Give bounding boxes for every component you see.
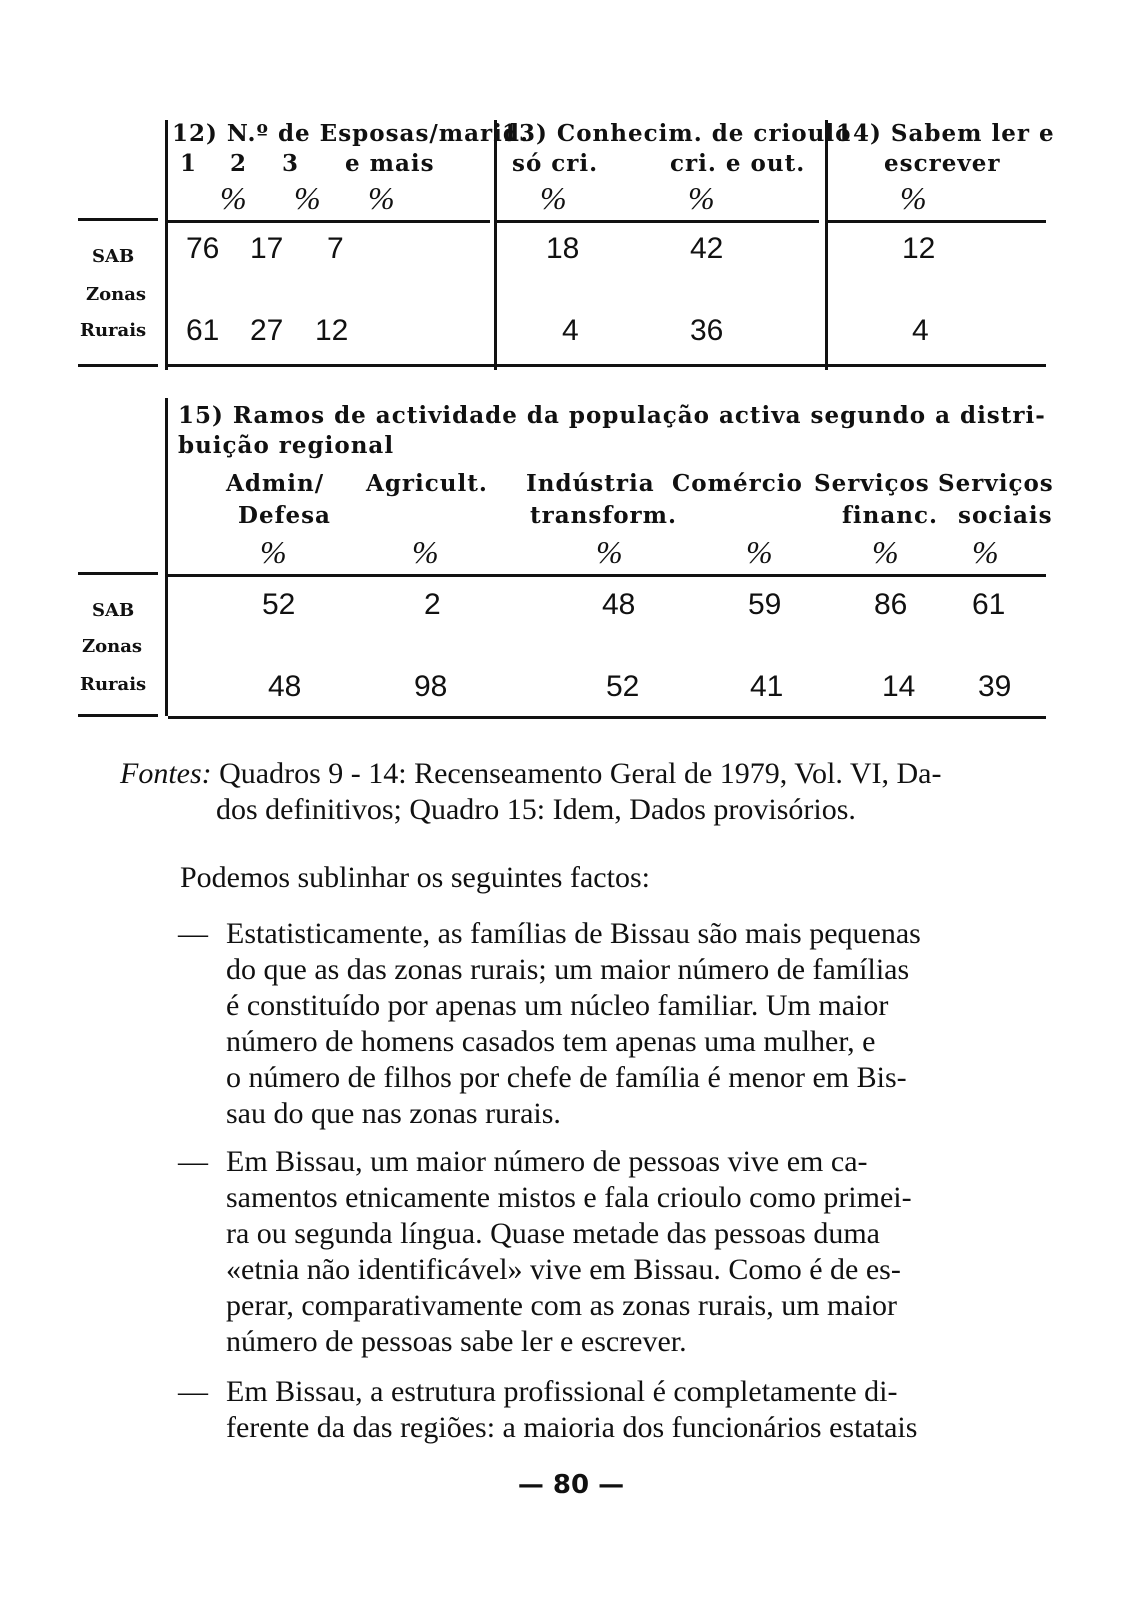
q13-title: 13) Conhecim. de crioulo (502, 120, 852, 147)
table-1-cell: 42 (690, 232, 724, 265)
q12-col-more: e mais (345, 150, 435, 177)
text-line: samentos etnicamente mistos e fala crioulo como primei- (226, 1181, 912, 1214)
table-2-row-label-sab: SAB (92, 600, 135, 621)
table-2-cell: 41 (750, 670, 784, 703)
table-2-cell: 48 (602, 588, 636, 621)
q12-pct-3: % (368, 180, 395, 216)
table-2-cell: 39 (978, 670, 1012, 703)
table-2-bottom-rule-label (78, 714, 158, 717)
q12-col-1: 1 (180, 150, 198, 177)
t2-col-industria-2: transform. (530, 502, 678, 529)
t2-col-agric: Agricult. (366, 470, 488, 497)
t2-col-serv-soc-2: sociais (958, 502, 1053, 529)
t2-pct: % (872, 534, 899, 570)
text-line: é constituído por apenas um núcleo familiar. Um maior (226, 989, 889, 1022)
table-1-cell: 18 (546, 232, 580, 265)
q14-title: 14) Sabem ler e (836, 120, 1055, 147)
q14-pct: % (900, 180, 927, 216)
bullet-dash: — (178, 917, 208, 950)
sources-note (120, 756, 1050, 828)
text-line: ferente da das regiões: a maioria dos funcionários estatais (226, 1411, 918, 1444)
table-2-row-label-zonas: Zonas (82, 636, 143, 657)
table-1-row-label-rurais: Rurais (80, 320, 147, 341)
table-2-cell: 61 (972, 588, 1006, 621)
bullet-1-text (226, 916, 1046, 1132)
table-2-title: 15) Ramos de actividade da população activa segundo a distri- (178, 402, 1046, 429)
q14-title-2: escrever (884, 150, 1001, 177)
t2-pct: % (412, 534, 439, 570)
t2-col-admin: Admin/ (226, 470, 325, 497)
q13-col-2: cri. e out. (670, 150, 806, 177)
table-2-cell: 14 (882, 670, 916, 703)
table-1-cell: 61 (186, 314, 220, 347)
table-2-row-label-rurais: Rurais (80, 674, 147, 695)
text-line: ra ou segunda língua. Quase metade das pessoas duma (226, 1217, 880, 1250)
q12-pct-2: % (294, 180, 321, 216)
q12-col-2: 2 (230, 150, 248, 177)
table-1-divider-left (165, 120, 168, 370)
sources-line-2: dos definitivos; Quadro 15: Idem, Dados provisórios. (216, 793, 856, 826)
bullet-2-text (226, 1144, 1046, 1360)
sources-line-1: Quadros 9 - 14: Recenseamento Geral de 1979, Vol. VI, Da- (219, 757, 942, 790)
table-2-cell: 86 (874, 588, 908, 621)
text-line: o número de filhos por chefe de família é menor em Bis- (226, 1061, 907, 1094)
bullet-3-text (226, 1374, 1046, 1446)
table-1-bottom-rule (168, 364, 1046, 367)
table-1-bottom-rule-label (78, 364, 158, 367)
table-2-cell: 2 (424, 588, 441, 621)
table-1-cell: 27 (250, 314, 284, 347)
t2-col-admin-2: Defesa (238, 502, 331, 529)
text-line: Em Bissau, a estrutura profissional é completamente di- (226, 1375, 898, 1408)
text-line: sau do que nas zonas rurais. (226, 1097, 561, 1130)
t2-col-serv-fin-2: financ. (842, 502, 938, 529)
table-2-bottom-rule (168, 716, 1046, 719)
table-2-rule (168, 574, 1046, 577)
table-1-row-label-zonas: Zonas (86, 284, 147, 305)
q13-pct-2: % (688, 180, 715, 216)
t2-pct: % (260, 534, 287, 570)
table-1-cell: 17 (250, 232, 284, 265)
table-2-cell: 48 (268, 670, 302, 703)
table-1-cell: 12 (902, 232, 936, 265)
table-1-cell: 12 (315, 314, 349, 347)
t2-pct: % (746, 534, 773, 570)
text-line: Estatisticamente, as famílias de Bissau são mais pequenas (226, 917, 921, 950)
table-1-cell: 7 (327, 232, 344, 265)
table-2-cell: 98 (414, 670, 448, 703)
table-1-divider-right (825, 120, 828, 370)
t2-col-serv-fin: Serviços (814, 470, 930, 497)
t2-col-industria: Indústria (526, 470, 655, 497)
text-line: perar, comparativamente com as zonas rurais, um maior (226, 1289, 898, 1322)
t2-pct: % (596, 534, 623, 570)
page-number: — 80 — (517, 1470, 625, 1500)
q12-col-3: 3 (282, 150, 300, 177)
text-line: número de homens casados tem apenas uma mulher, e (226, 1025, 876, 1058)
table-2-rule-label (78, 572, 158, 575)
table-2-divider-left (165, 398, 168, 716)
q13-pct-1: % (540, 180, 567, 216)
intro-text: Podemos sublinhar os seguintes factos: (180, 861, 650, 894)
t2-col-serv-soc: Serviços (938, 470, 1054, 497)
table-1-cell: 36 (690, 314, 724, 347)
table-1-rule-q13 (497, 220, 819, 223)
table-2-cell: 52 (262, 588, 296, 621)
t2-col-comercio: Comércio (672, 470, 803, 497)
q12-pct-1: % (220, 180, 247, 216)
table-1-rule-q12 (168, 220, 490, 223)
table-1-cell: 76 (186, 232, 220, 265)
table-1-row-label-sab: SAB (92, 246, 135, 267)
table-1-rule-q14 (828, 220, 1046, 223)
q12-title: 12) N.º de Esposas/marid. (172, 120, 529, 147)
table-2-title-cont: buição regional (178, 432, 395, 459)
table-2-cell: 59 (748, 588, 782, 621)
table-1-divider-mid (494, 120, 497, 370)
sources-label: Fontes: (120, 757, 212, 790)
text-line: número de pessoas sabe ler e escrever. (226, 1325, 687, 1358)
bullet-dash: — (178, 1375, 208, 1408)
t2-pct: % (972, 534, 999, 570)
q13-col-1: só cri. (512, 150, 599, 177)
text-line: do que as das zonas rurais; um maior número de famílias (226, 953, 910, 986)
bullet-dash: — (178, 1145, 208, 1178)
text-line: «etnia não identificável» vive em Bissau. Como é de es- (226, 1253, 901, 1286)
table-1-cell: 4 (562, 314, 579, 347)
text-line: Em Bissau, um maior número de pessoas vive em ca- (226, 1145, 868, 1178)
table-2-cell: 52 (606, 670, 640, 703)
table-1-cell: 4 (912, 314, 929, 347)
table-1-rule-label (78, 218, 158, 221)
